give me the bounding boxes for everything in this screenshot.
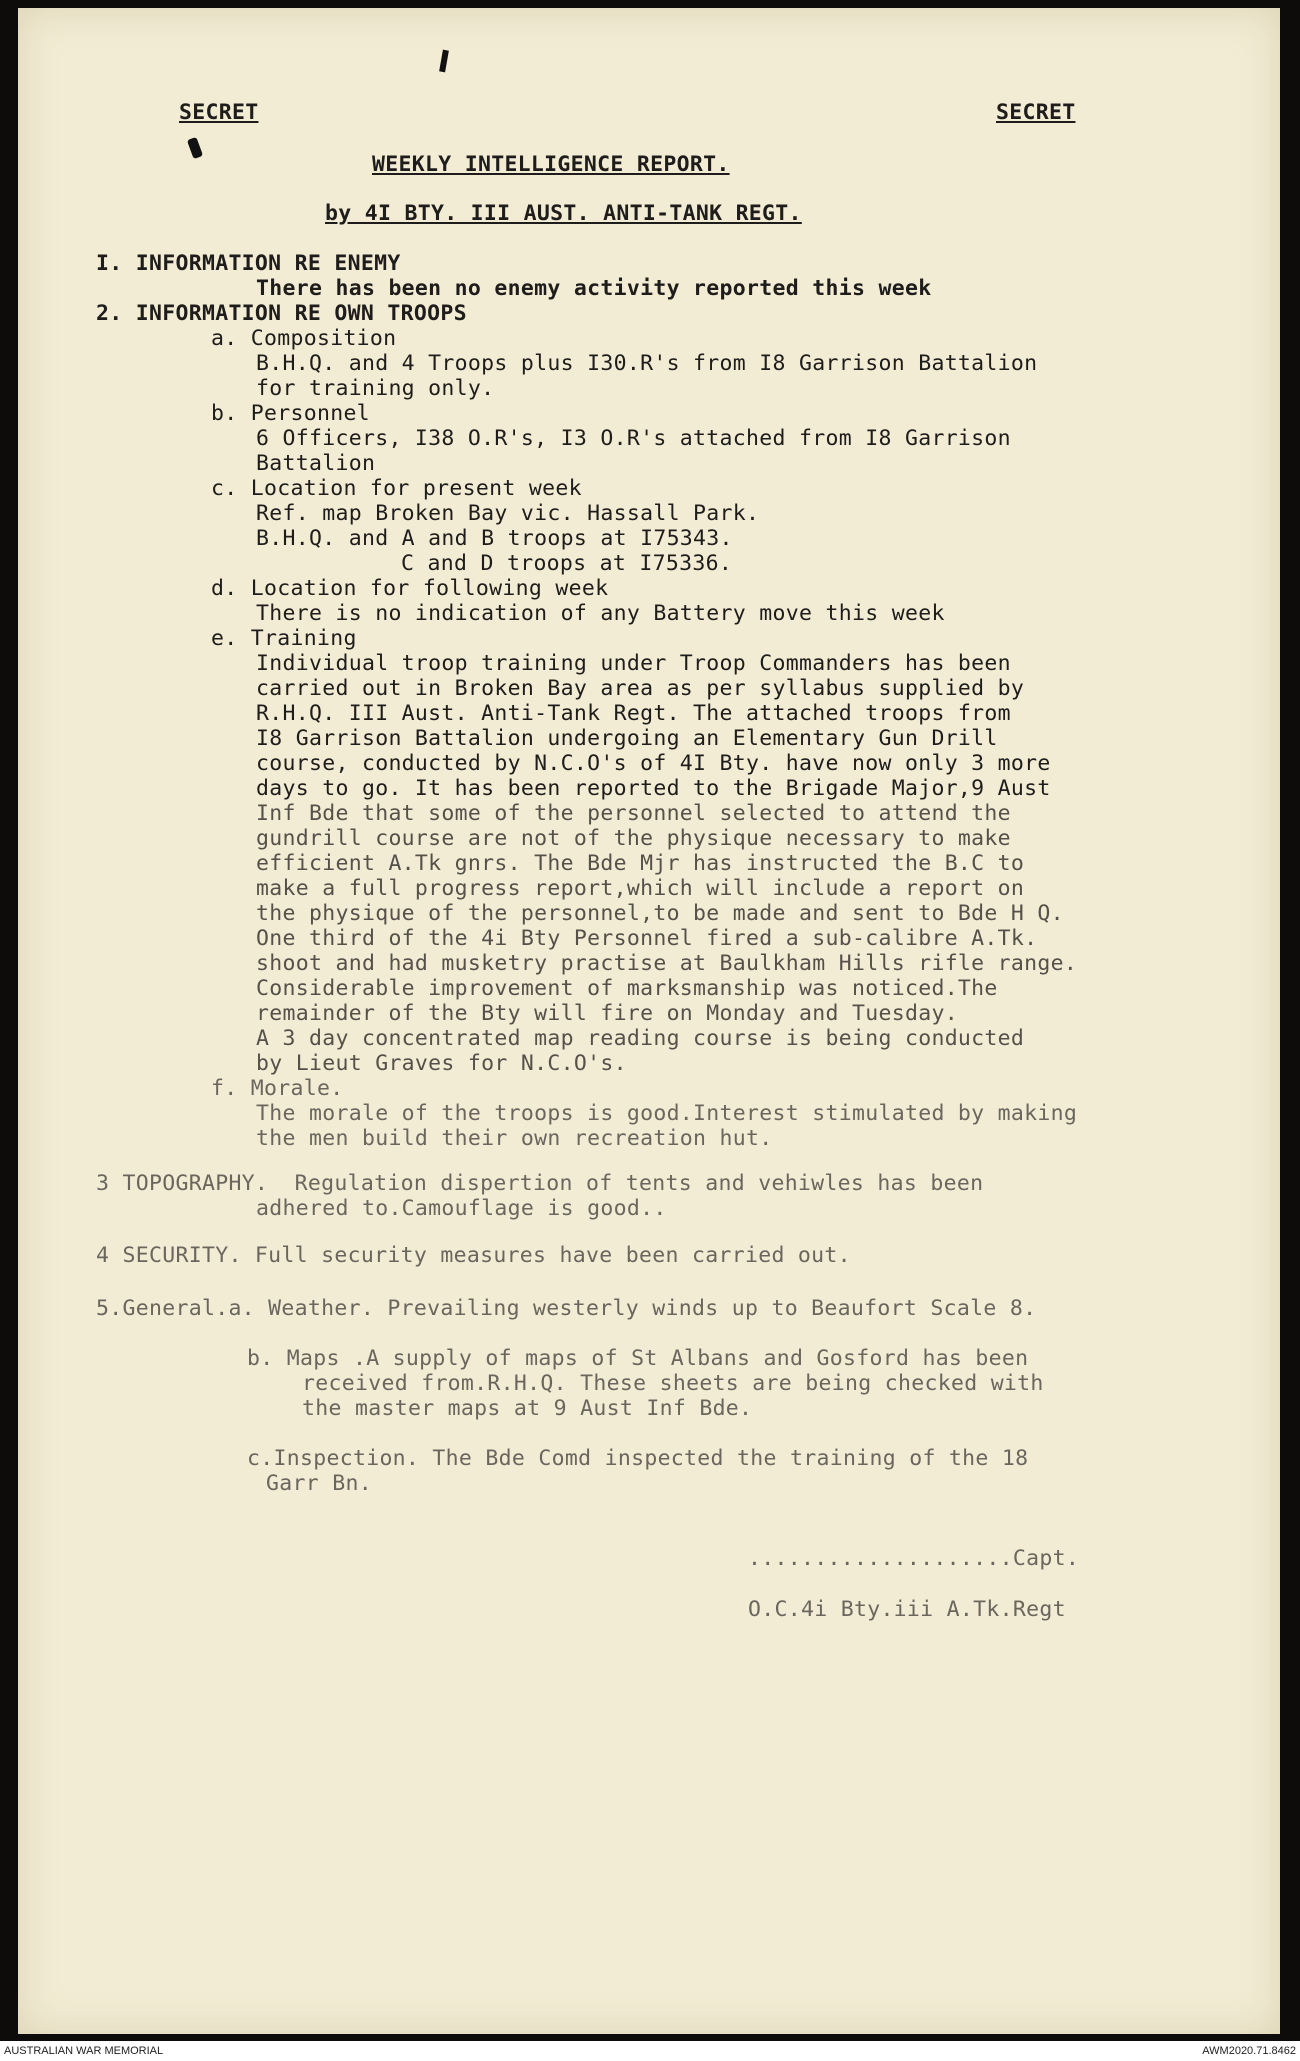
subsection-c-label: c. Location for present week: [211, 476, 582, 501]
subsection-a-label: a. Composition: [211, 326, 397, 351]
secret-marking-left: SECRET: [179, 100, 259, 125]
secret-marking-right: SECRET: [996, 100, 1076, 125]
training-line: R.H.Q. III Aust. Anti-Tank Regt. The attached troops from: [256, 701, 1011, 726]
training-line: Inf Bde that some of the personnel selected to attend the: [256, 801, 1011, 826]
morale-line: the men build their own recreation hut.: [256, 1126, 773, 1151]
training-line: by Lieut Graves for N.C.O's.: [256, 1051, 627, 1076]
training-line: gundrill course are not of the physique necessary to make: [256, 826, 1011, 851]
maps-line: received from.R.H.Q. These sheets are being checked with: [302, 1371, 1044, 1396]
ink-mark: [439, 50, 449, 73]
training-line: One third of the 4i Bty Personnel fired a sub-calibre A.Tk.: [256, 926, 1038, 951]
subsection-e-label: e. Training: [211, 626, 357, 651]
inspection-line: c.Inspection. The Bde Comd inspected the training of the 18: [247, 1446, 1029, 1471]
section1-text: There has been no enemy activity reported this week: [256, 276, 932, 301]
subsection-f-label: f. Morale.: [211, 1076, 344, 1101]
subsection-c-line: C and D troops at I75336.: [401, 551, 733, 576]
training-line: efficient A.Tk gnrs. The Bde Mjr has instructed the B.C to: [256, 851, 1025, 876]
training-line: A 3 day concentrated map reading course is being conducted: [256, 1026, 1025, 1051]
report-title: WEEKLY INTELLIGENCE REPORT.: [372, 152, 730, 177]
subsection-b-line: 6 Officers, I38 O.R's, I3 O.R's attached from I8 Garrison: [256, 426, 1011, 451]
ink-mark: [187, 137, 203, 159]
subsection-a-line: for training only.: [256, 376, 495, 401]
subsection-c-line: Ref. map Broken Bay vic. Hassall Park.: [256, 501, 760, 526]
signature-line: ....................Capt.: [748, 1546, 1080, 1571]
topography-line: 3 TOPOGRAPHY. Regulation dispertion of tents and vehiwles has been: [96, 1171, 984, 1196]
maps-line: b. Maps .A supply of maps of St Albans and Gosford has been: [247, 1346, 1029, 1371]
subsection-d-line: There is no indication of any Battery move this week: [256, 601, 945, 626]
training-line: remainder of the Bty will fire on Monday and Tuesday.: [256, 1001, 958, 1026]
training-line: shoot and had musketry practise at Baulkham Hills rifle range.: [256, 951, 1078, 976]
section2-heading: 2. INFORMATION RE OWN TROOPS: [96, 301, 467, 326]
subsection-c-line: B.H.Q. and A and B troops at I75343.: [256, 526, 733, 551]
training-line: days to go. It has been reported to the Brigade Major,9 Aust: [256, 776, 1051, 801]
topography-line: adhered to.Camouflage is good..: [256, 1196, 667, 1221]
security-line: 4 SECURITY. Full security measures have been carried out.: [96, 1243, 851, 1268]
maps-line: the master maps at 9 Aust Inf Bde.: [302, 1396, 753, 1421]
report-subtitle: by 4I BTY. III AUST. ANTI-TANK REGT.: [325, 201, 802, 226]
training-line: Considerable improvement of marksmanship was noticed.The: [256, 976, 998, 1001]
section1-heading: I. INFORMATION RE ENEMY: [96, 251, 401, 276]
archive-reference: AWM2020.71.8462: [1202, 2045, 1296, 2057]
training-line: make a full progress report,which will include a report on: [256, 876, 1025, 901]
morale-line: The morale of the troops is good.Interest stimulated by making: [256, 1101, 1078, 1126]
archive-footer: [0, 2041, 1300, 2061]
subsection-b-line: Battalion: [256, 451, 376, 476]
training-line: carried out in Broken Bay area as per syllabus supplied by: [256, 676, 1025, 701]
subsection-a-line: B.H.Q. and 4 Troops plus I30.R's from I8 Garrison Battalion: [256, 351, 1038, 376]
training-line: the physique of the personnel,to be made and sent to Bde H Q.: [256, 901, 1064, 926]
inspection-line: Garr Bn.: [266, 1471, 372, 1496]
archive-name: AUSTRALIAN WAR MEMORIAL: [4, 2045, 164, 2057]
signature-title: O.C.4i Bty.iii A.Tk.Regt: [748, 1597, 1066, 1622]
general-weather-line: 5.General.a. Weather. Prevailing westerly winds up to Beaufort Scale 8.: [96, 1296, 1037, 1321]
training-line: course, conducted by N.C.O's of 4I Bty. have now only 3 more: [256, 751, 1051, 776]
subsection-d-label: d. Location for following week: [211, 576, 609, 601]
training-line: Individual troop training under Troop Commanders has been: [256, 651, 1011, 676]
training-line: I8 Garrison Battalion undergoing an Elementary Gun Drill: [256, 726, 998, 751]
subsection-b-label: b. Personnel: [211, 401, 370, 426]
